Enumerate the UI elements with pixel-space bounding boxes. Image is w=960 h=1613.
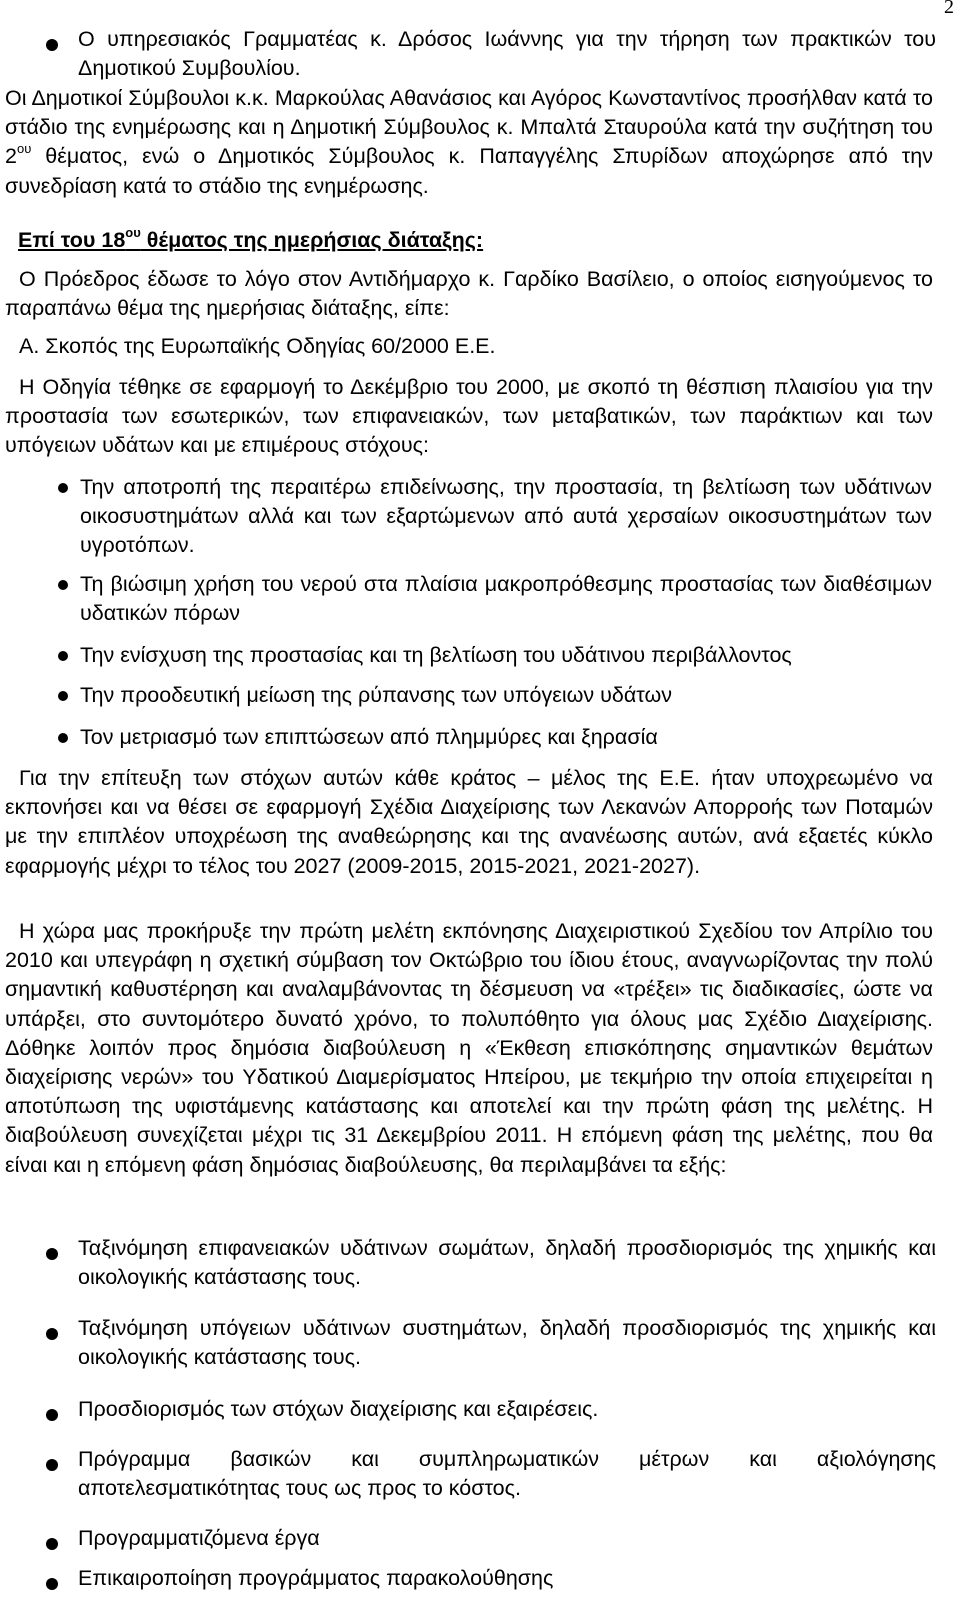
member-states-paragraph: Για την επίτευξη των στόχων αυτών κάθε κράτος – μέλος της Ε.Ε. ήταν υποχρεωμένο να εκπονήσει και να θέσει σε εφαρμογή Σχέδια Διαχείρισης των Λεκανών Απορροής των Ποταμών με την επιπλέον υποχρέωση της αναθεώρησης και της ανανέωσης αυτών, ανά εξαετές κύκλο εφαρμογής μέχρι το τέλος του 2027 (2009-2015, 2015-2021, 2021-2027). [5,766,933,878]
phase-item: Προσδιορισμός των στόχων διαχείρισης και εξαιρέσεις. [78,1397,599,1421]
agenda-item-heading: Επί του $18^{o\upsilon}$ θέματος της ημερήσιας διάταξης: [18,224,484,252]
bullet-icon [46,1248,58,1260]
goal-item: Την προοδευτική μείωση της ρύπανσης των υπόγειων υδάτων [80,683,673,707]
phase-item: Ταξινόμηση υπόγειων υδάτινων συστημάτων, δηλαδή προσδιορισμός της χημικής και οικολογικής κατάστασης τους. [78,1316,936,1370]
attendance-paragraph: Οι Δημοτικοί Σύμβουλοι κ.κ. Μαρκούλας Αθανάσιος και Αγόρος Κωνσταντίνος προσήλθαν κατά το στάδιο της ενημέρωσης και η Δημοτική Σύμβουλος κ. Μπαλτά Σταυρούλα κατά την συζήτηση του $2^{o\upsilon}$ θέματος, ενώ ο Δημοτικός Σύμβουλος κ. Παπαγγέλης Σπυρίδων αποχώρησε από την συνεδρίαση κατά το στάδιο της ενημέρωσης. [5,86,933,198]
bullet-icon [46,1578,58,1590]
phase-item: Ταξινόμηση επιφανειακών υδάτινων σωμάτων, δηλαδή προσδιορισμός της χημικής και οικολογικής κατάστασης τους. [78,1236,936,1290]
bullet-icon [46,1328,58,1340]
page-number: 2 [944,0,954,18]
secretary-item: Ο υπηρεσιακός Γραμματέας κ. Δρόσος Ιωάννης για την τήρηση των πρακτικών του Δημοτικού Συμβουλίου. [78,27,936,81]
goal-item: Τη βιώσιμη χρήση του νερού στα πλαίσια μακροπρόθεσμης προστασίας των διαθέσιμων υδατικών πόρων [80,572,932,626]
bullet-icon [58,733,68,743]
bullet-icon [58,691,68,701]
goal-item: Την ενίσχυση της προστασίας και τη βελτίωση του υδάτινου περιβάλλοντος [80,643,792,667]
phase-item: Επικαιροποίηση προγράμματος παρακολούθησης [78,1566,554,1590]
bullet-icon [58,651,68,661]
goal-item: Την αποτροπή της περαιτέρω επιδείνωσης, την προστασία, τη βελτίωση των υδάτινων οικοσυστημάτων αλλά και των εξαρτώμενων από αυτά χερσαίων οικοσυστημάτων των υγροτόπων. [80,475,932,558]
bullet-icon [46,1538,58,1550]
goal-item: Τον μετριασμό των επιπτώσεων από πλημμύρες και ξηρασία [80,725,658,749]
intro-paragraph: Ο Πρόεδρος έδωσε το λόγο στον Αντιδήμαρχο κ. Γαρδίκο Βασίλειο, ο οποίος εισηγούμενος το παραπάνω θέμα της ημερήσιας διάταξης, είπε: [5,267,933,321]
directive-paragraph: Η Οδηγία τέθηκε σε εφαρμογή το Δεκέμβριο του 2000, με σκοπό τη θέσπιση πλαισίου για την προστασία των εσωτερικών, των επιφανειακών, των μεταβατικών, των παράκτιων και των υπόγειων υδάτων και με επιμέρους στόχους: [5,375,933,458]
bullet-icon [46,39,58,51]
bullet-icon [58,483,68,493]
bullet-icon [46,1459,58,1471]
bullet-icon [46,1409,58,1421]
section-a-title: Α. Σκοπός της Ευρωπαϊκής Οδηγίας 60/2000 Ε.Ε. [19,334,496,358]
country-paragraph: Η χώρα μας προκήρυξε την πρώτη μελέτη εκπόνησης Διαχειριστικού Σχεδίου τον Απρίλιο του 2010 και υπεγράφη η σχετική σύμβαση τον Οκτώβριο του ίδιου έτους, αναγνωρίζοντας την πολύ σημαντική καθυστέρηση και αναλαμβάνοντας τη δέσμευση να «τρέξει» τις διαδικασίες, ώστε να υπάρξει, στο συντομότερο δυνατό χρόνο, το πολυπόθητο για όλους μας Σχέδιο Διαχείρισης. Δόθηκε λοιπόν προς δημόσια διαβούλευση η «Έκθεση επισκόπησης σημαντικών θεμάτων διαχείρισης νερών» του Υδατικού Διαμερίσματος Ηπείρου, με τεκμήριο την οποία επιχειρείται η αποτύπωση της υφιστάμενης κατάστασης και αποτελεί και την πρώτη φάση της μελέτης. Η διαβούλευση συνεχίζεται μέχρι τις 31 Δεκεμβρίου 2011. Η επόμενη φάση της μελέτης, που θα είναι και η επόμενη φάση δημόσιας διαβούλευσης, θα περιλαμβάνει τα εξής: [5,919,933,1177]
phase-item: Πρόγραμμα βασικών και συμπληρωματικών μέτρων και αξιολόγησης αποτελεσματικότητας τους ως προς το κόστος. [78,1447,936,1501]
bullet-icon [58,580,68,590]
phase-item: Προγραμματιζόμενα έργα [78,1526,320,1550]
